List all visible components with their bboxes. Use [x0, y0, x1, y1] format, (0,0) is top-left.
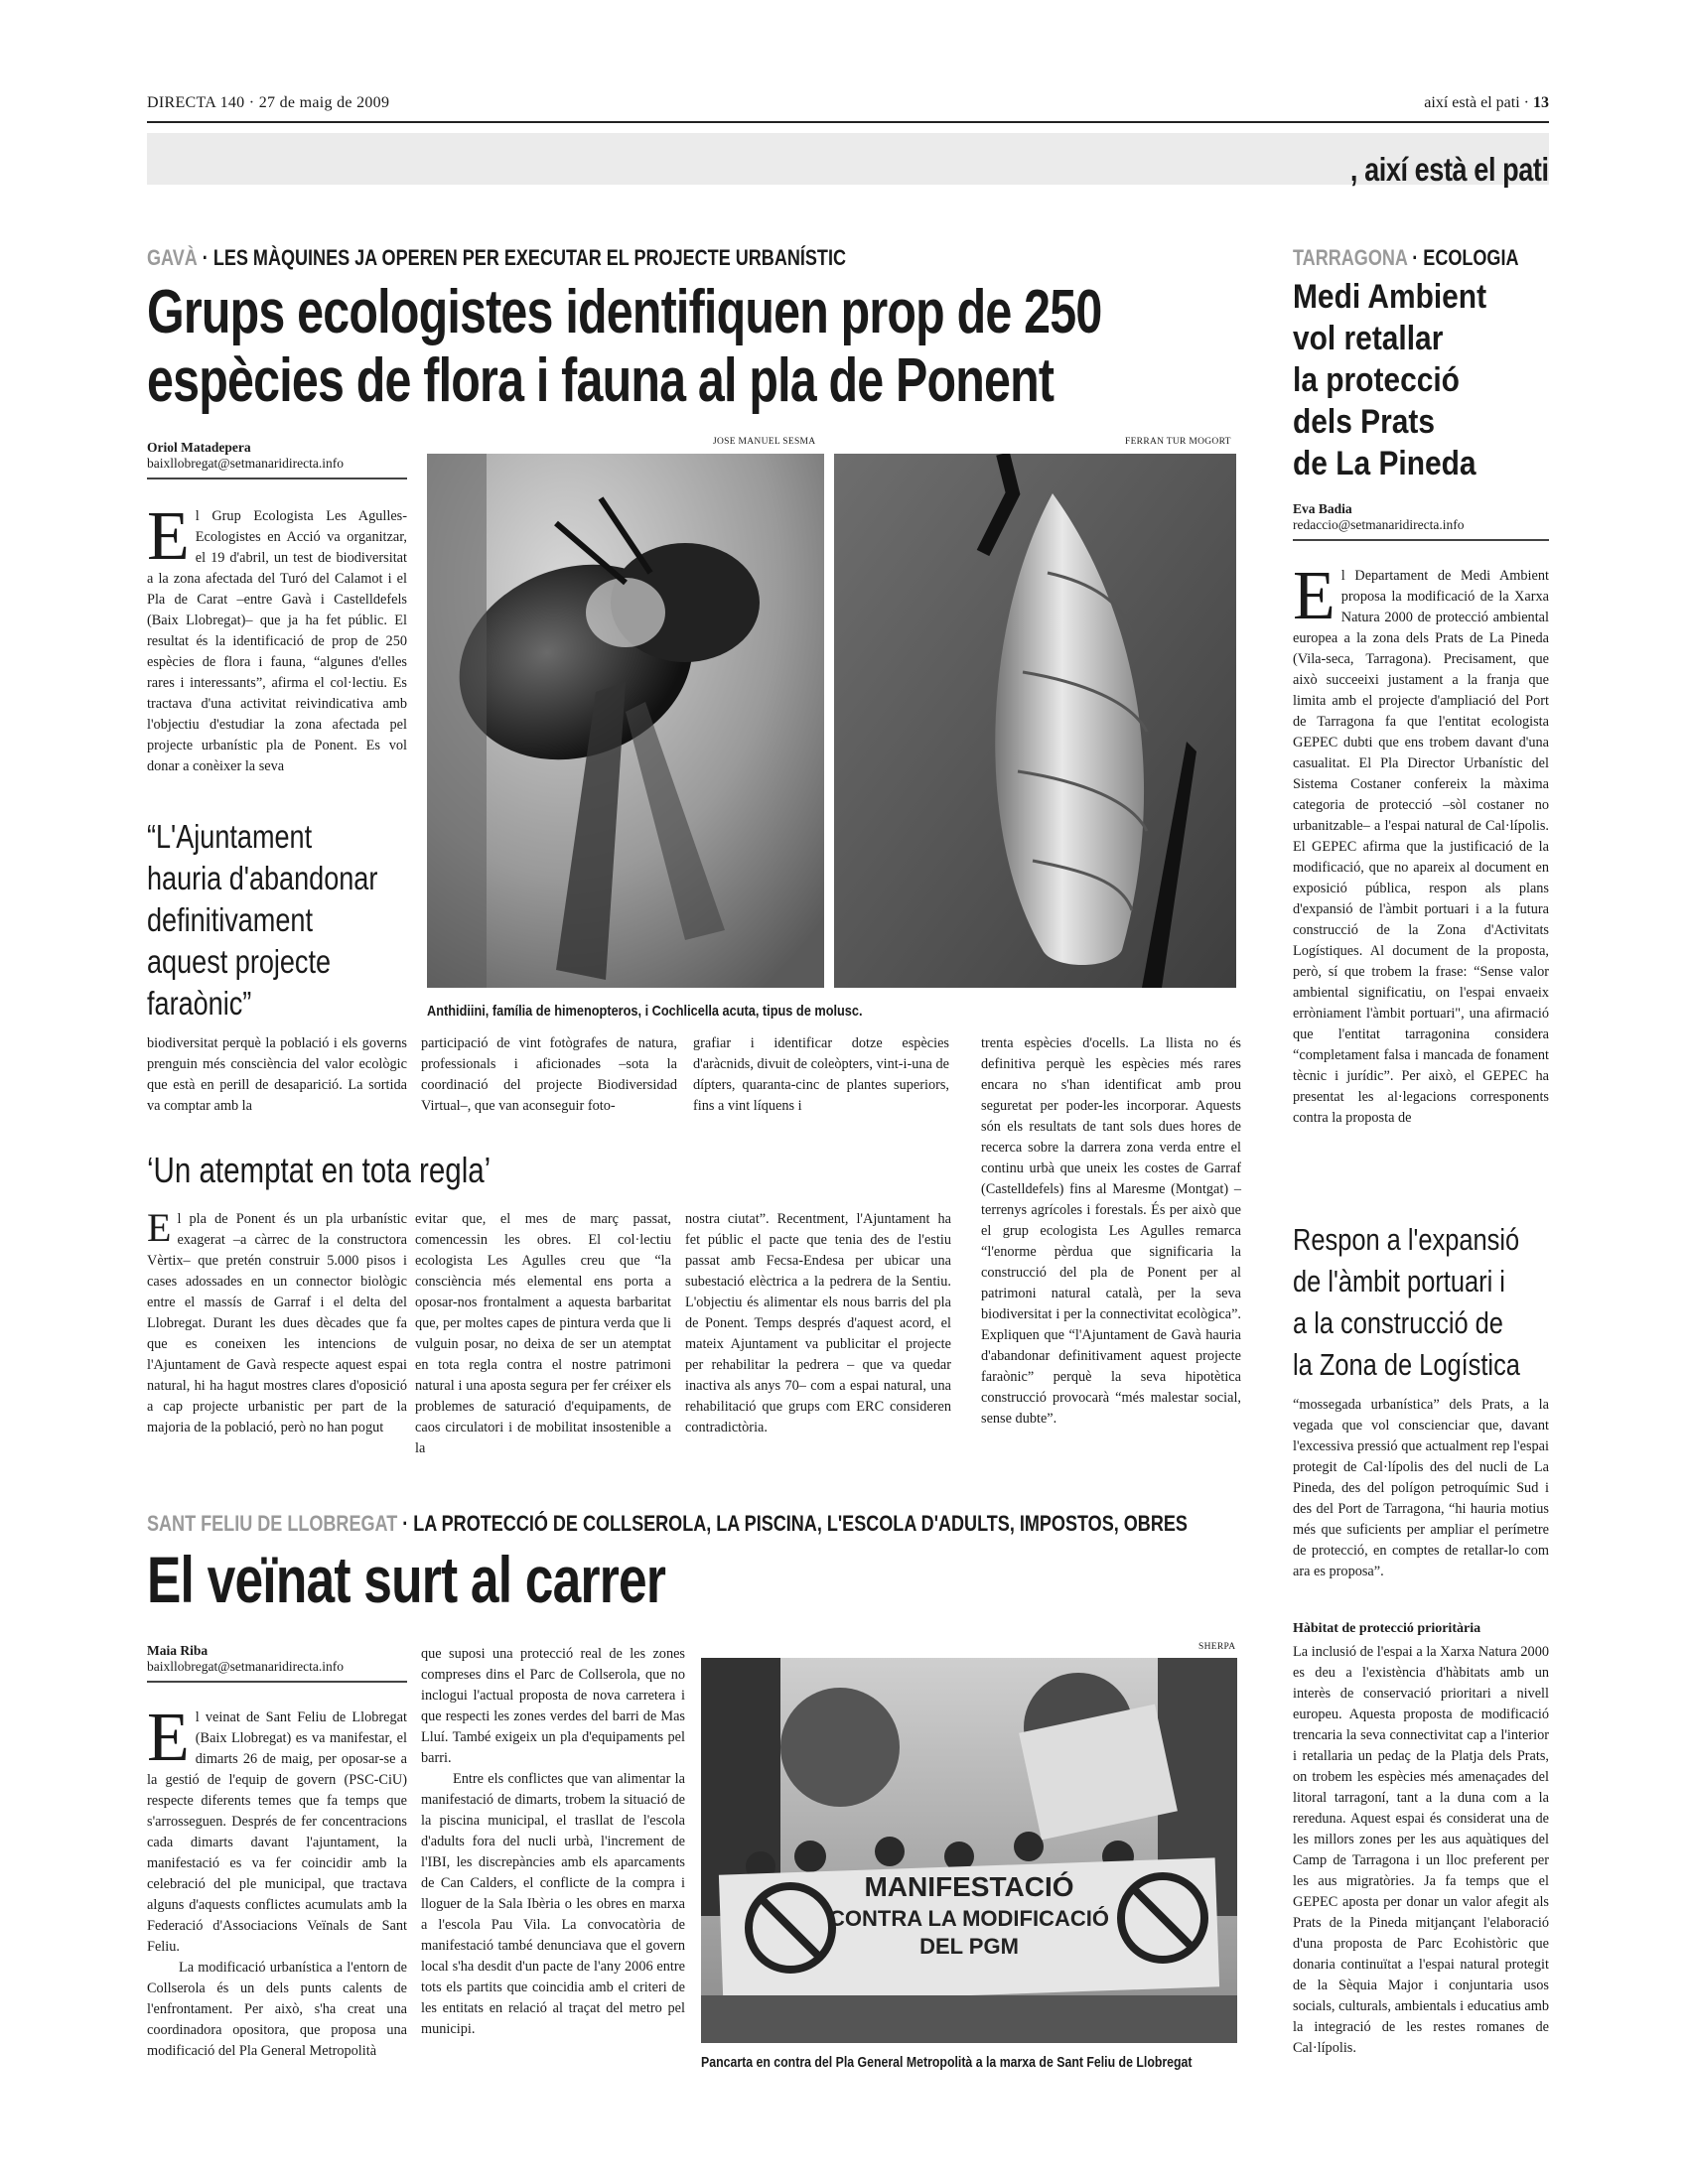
- article3-kicker: [147, 1511, 1188, 1537]
- running-header-right: [1424, 94, 1549, 112]
- photo-bee: [427, 454, 824, 988]
- pullquote-line: Respon a l'expansió: [1293, 1222, 1520, 1257]
- author-email[interactable]: redaccio@setmanaridirecta.info: [1293, 517, 1465, 532]
- article3-photo-caption: Pancarta en contra del Pla General Metropolità a la marxa de Sant Feliu de Llobregat: [701, 2055, 1193, 2071]
- byline-rule: [147, 1681, 407, 1683]
- col2-p2: Entre els conflictes que van alimentar la manifestació de dimarts, trobem la situació de la piscina municipal, el trasllat de l'escola d'adults fora del nucli urbà, l'increment de l'IBI, les discrepàncies amb els aparcaments de Can Calders, el conflicte de la compra i lloguer de la Sala Ibèria o les obres en marxa a l'escola Pau Vila. La convocatòria de manifestació també denunciava que el govern local s'ha desdit d'un pacte de l'any 2006 entre tots els partits que coincidia amb el criteri de les entitats en relació al traçat del metro pel municipi.: [421, 1771, 685, 2037]
- section-title: , així està el pati: [1350, 151, 1549, 188]
- col1-p2: La modificació urbanística a l'entorn de Collserola és un dels punts calents de l'enfrontament. Per això, s'ha creat una coordinadora opositora, que proposa una modificació del Pla General Metropolità: [147, 1960, 407, 2059]
- headline-line: vol retallar: [1293, 320, 1444, 357]
- article1-byline: [147, 440, 407, 479]
- article2-final: La inclusió de l'espai a la Xarxa Natura 2000 es deu a l'existència d'hàbitats amb un interès de conservació prioritari a nivell europeu. Aquesta proposta de modificació trencaria la seva connectivitat cap a l'interior i retallaria un pedaç de la Platja dels Prats, on trobem les espècies més amenaçades del litoral tarragoní, tant a la duna com a la rereduna. Aquest espai és considerat una de les millors zones per les aus aquàtiques del Camp de Tarragona i un lloc preferent per les aus migratòries. Ja fa temps que el GEPEC aposta per donar un valor afegit als Prats de la Pineda mitjançant l'elaboració d'una proposta de Parc Ecohistòric que donaria continuïtat a l'espai natural protegit de la Sèquia Major i conjuntaria usos socials, culturals, ambientals i educatius amb la integració de les restes romanes de Cal·lípolis.: [1293, 1644, 1549, 2056]
- article2-kicker: [1293, 245, 1518, 271]
- pullquote-line: a la construcció de: [1293, 1305, 1503, 1340]
- article3-col2: [421, 1644, 685, 2040]
- drop-cap: E: [147, 498, 190, 575]
- lead-text: l Departament de Medi Ambient proposa la modificació de la Xarxa Natura 2000 de protecció ambiental europea a la zona dels Prats de La Pineda (Vila-seca, Tarragona). Precisament, que això succeeixi justament a la franja que limita amb el projecte d'ampliació del Port de Tarragona fa que l'entitat ecologista GEPEC dubti que ens trobem davant d'una casualitat. El Pla Director Urbanístic del Sistema Costaner confereix la màxima categoria de protecció –sòl costaner no urbanitzable– a l'espai natural de Cal·lípolis. El GEPEC afirma que la justificació de la modificació, que no apareix al document en exposició pública, respon als plans d'expansió de l'àmbit portuari i a la futura construcció de la Zona d'Activitats Logístiques. Al document de la proposta, però, sí que trobem la frase: “Sense valor ambiental significatiu, on l'espai envaeix erròniament l'àmbit portuari", una afirmació que l'entitat tarragonina considera “completament falsa i mancada de fonament tècnic i jurídic”. Per això, el GEPEC ha presentat les al·legacions corresponents contra la proposta de: [1293, 568, 1549, 1126]
- headline-line: espècies de flora i fauna al pla de Ponent: [147, 346, 1055, 416]
- section-band: [147, 133, 1549, 185]
- article1-col1-cont: biodiversitat perquè la població i els governs prenguin més consciència del valor ecològic que està en perill de desaparició. La sortida va comptar amb la: [147, 1035, 407, 1114]
- article3-col1: [147, 1700, 407, 2062]
- article1-sub-col3: nostra ciutat”. Recentment, l'Ajuntament ha fet públic el pacte que tenia des de l'estiu passat amb Fecsa-Endesa per ubicar una subestació elèctrica a la pedrera de la Sentiu. L'objectiu és alimentar els nous barris del pla de Ponent. Temps després d'aquest acord, el mateix Ajuntament va publicitar el projecte per rehabilitar la pedrera – que va quedar inactiva als anys 70– com a espai natural, una rehabilitació que grups com ERC consideren contradictòria.: [685, 1211, 951, 1435]
- kicker-place: GAVÀ: [147, 245, 198, 270]
- running-header-left: DIRECTA 140 · 27 de maig de 2009: [147, 94, 390, 111]
- author-name: Eva Badia: [1293, 501, 1352, 516]
- author-email[interactable]: baixllobregat@setmanaridirecta.info: [147, 456, 344, 471]
- article2-byline: [1293, 501, 1549, 541]
- article1-pullquote: [147, 816, 377, 1024]
- article1-kicker: [147, 245, 846, 271]
- article2-cont: “mossegada urbanística” dels Prats, a la vegada que vol conscienciar que, davant l'excessiva pressió que actualment rep l'espai protegit de Cal·lípolis des del nucli de La Pineda, des del polígon petroquímic Sud i des del Port de Tarragona, “hi hauria motius més que suficients per ampliar el perímetre de protecció, en comptes de retallar-lo com ara es proposa”.: [1293, 1397, 1549, 1579]
- headline-line: Grups ecologistes identifiquen prop de 250: [147, 278, 1102, 346]
- article1-sub-col1: [147, 1205, 407, 1438]
- author-name: Oriol Matadepera: [147, 440, 251, 455]
- article1-sub-col2: evitar que, el mes de març passat, comencessin les obres. El col·lectiu ecologista Les Agulles creu que “la consciència més elemental ens porta a oposar-nos frontalment a aquesta barbaritat que, per moltes capes de pintura verda que li vulguin posar, no deixa de ser un atemptat en tota regla contra el nostre patrimoni natural i una aposta segura per fer créixer els problemes de saturació d'equipaments, de caos circulatori i de mobilitat insostenible a la: [415, 1211, 671, 1456]
- headline-line: la protecció: [1293, 361, 1460, 399]
- headline-line: Medi Ambient: [1293, 278, 1487, 316]
- article1-lead: [147, 498, 407, 777]
- section-name: així està el pati ·: [1424, 94, 1533, 111]
- headline-line: de La Pineda: [1293, 445, 1477, 482]
- header-rule: [147, 121, 1549, 123]
- article1-col4: trenta espècies d'ocells. La llista no és definitiva perquè les espècies més rares encara no s'han identificat amb prou seguretat per poder-les incorporar. Aquests són els resultats de tant sols dues hores de recerca sobre la darrera zona verda entre el continu urbà que uneix les costes de Garraf (Castelldefels) fins al Maresme (Montgat) –terrenys agrícoles i forestals. És per això que el grup ecologista Les Agulles remarca “l'enorme pèrdua que significaria la construcció del pla de Ponent per al patrimoni natural català, per la seva biodiversitat i per la connectivitat ecològica”. Expliquen que “l'Ajuntament de Gavà hauria d'abandonar definitivament aquest projecte faraònic” perquè la seva hipotètica construcció provocarà “més malestar social, sense dubte”.: [981, 1035, 1241, 1427]
- drop-cap: E: [147, 1700, 190, 1776]
- kicker-place: TARRAGONA: [1293, 245, 1408, 270]
- sub-col1-text: l pla de Ponent és un pla urbanístic exagerat –a càrrec de la constructora Vèrtix– que pretén construir 5.000 pisos i cases adossades en un connector biològic entre el massís de Garraf i el delta del Llobregat. Durant les dues dècades que fa que es coneixen les intencions de l'Ajuntament de Gavà respecte aquest espai natural, hi ha hagut mostres clares d'oposició a cap projecte urbanistic per part de la majoria de la població, però no han pogut: [147, 1211, 407, 1435]
- kicker-place: SANT FELIU DE LLOBREGAT: [147, 1511, 398, 1536]
- byline-rule: [147, 478, 407, 479]
- pullquote-line: “L'Ajuntament: [147, 818, 313, 855]
- page-number: 13: [1533, 94, 1549, 111]
- drop-cap: E: [1293, 558, 1336, 634]
- article2-lead: [1293, 558, 1549, 1129]
- article1-col2: participació de vint fotògrafes de natura, professionals i aficionades –sota la coordinació del projecte Biodiversidad Virtual–, que van aconseguir foto-: [421, 1035, 677, 1114]
- photo-credit-right: FERRAN TUR MOGORT: [1125, 437, 1231, 447]
- article1-headline: [147, 278, 1101, 416]
- lead-text: l Grup Ecologista Les Agulles-Ecologistes en Acció va organitzar, el 19 d'abril, un test de biodiversitat a la zona afectada del Turó del Calamot i el Pla de Carat –entre Gavà i Castelldefels (Baix Llobregat)– que ja ha fet públic. El resultat és la identificació de prop de 250 espècies de flora i fauna, “algunes d'elles rares i interessants”, afirma el col·lectiu. Es tractava d'una activitat reivindicativa amb l'objectiu d'estudiar la zona afectada pel projecte urbanístic pla de Ponent. Es vol donar a conèixer la seva: [147, 508, 407, 774]
- pullquote-line: faraònic”: [147, 985, 252, 1022]
- kicker-topic: · ECOLOGIA: [1407, 245, 1519, 270]
- snail-image: [834, 454, 1236, 988]
- pullquote-line: definitivament: [147, 901, 313, 938]
- pullquote-line: de l'àmbit portuari i: [1293, 1264, 1505, 1298]
- photo-protest: [701, 1658, 1237, 2043]
- bee-image: [427, 454, 824, 988]
- pullquote-line: aquest projecte: [147, 943, 332, 980]
- article3-byline: [147, 1643, 407, 1683]
- article3-headline: El veïnat surt al carrer: [147, 1543, 666, 1616]
- headline-line: dels Prats: [1293, 403, 1436, 441]
- col1-p1: l veinat de Sant Feliu de Llobregat (Baix Llobregat) es va manifestar, el dimarts 26 de maig, per oposar-se a la gestió de l'equip de govern (PSC-CiU) respecte diferents temes que fa temps que s'arrosseguen. Després de fer concentracions cada dimarts davant l'ajuntament, la manifestació es va fer coincidir amb la celebració del ple municipal, que tractava alguns d'aquests conflictes acumulats amb la Federació d'Associacions Veïnals de Sant Feliu.: [147, 1709, 407, 1955]
- drop-cap: E: [147, 1205, 172, 1250]
- col2-p1: que suposi una protecció real de les zones compreses dins el Parc de Collserola, que no inclogui l'actual proposta de nova carretera i que respecti les zones verdes del barri de Mas Lluí. També exigeix un pla d'equipaments pel barri.: [421, 1646, 685, 1766]
- article2-intertitle: Hàbitat de protecció prioritària: [1293, 1621, 1481, 1636]
- article1-col3: grafiar i identificar dotze espècies d'aràcnids, divuit de coleòpters, vint-i-una de dípters, quaranta-cinc de plantes superiors, fins a vint líquens i: [693, 1035, 949, 1114]
- article2-headline: [1293, 276, 1486, 484]
- kicker-topic: · LA PROTECCIÓ DE COLLSEROLA, LA PISCINA, L'ESCOLA D'ADULTS, IMPOSTOS, OBRES: [397, 1511, 1188, 1536]
- article2-pullquote: [1293, 1219, 1520, 1386]
- article3-photo-credit: SHERPA: [1198, 1642, 1236, 1652]
- author-email[interactable]: baixllobregat@setmanaridirecta.info: [147, 1659, 344, 1674]
- banner-text-line: CONTRA LA MODIFICACIÓ: [829, 1906, 1109, 1931]
- author-name: Maia Riba: [147, 1643, 209, 1658]
- photo-snail: [834, 454, 1236, 988]
- banner-text-line: DEL PGM: [919, 1934, 1019, 1959]
- article1-photo-caption: Anthidiini, família de himenopteros, i Cochlicella acuta, tipus de molusc.: [427, 1003, 863, 1020]
- banner-text-line: MANIFESTACIÓ: [864, 1871, 1074, 1902]
- photo-credit-left: JOSE MANUEL SESMA: [713, 437, 816, 447]
- protest-image: [701, 1658, 1237, 2043]
- pullquote-line: la Zona de Logística: [1293, 1347, 1520, 1382]
- pullquote-line: hauria d'abandonar: [147, 860, 378, 896]
- kicker-topic: · LES MÀQUINES JA OPEREN PER EXECUTAR EL PROJECTE URBANÍSTIC: [197, 245, 846, 270]
- byline-rule: [1293, 539, 1549, 541]
- article1-subhead: ‘Un atemptat en tota regla’: [147, 1150, 492, 1190]
